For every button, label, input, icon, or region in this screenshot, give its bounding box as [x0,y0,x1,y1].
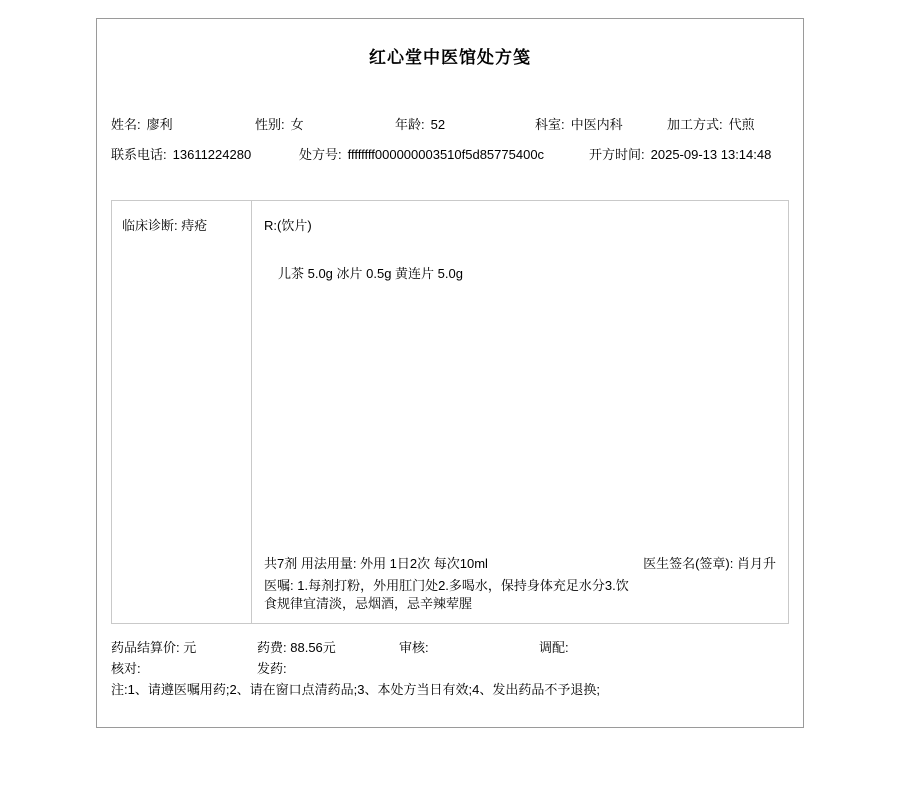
process-method-value: 代煎 [728,117,755,132]
field-phone [111,144,299,163]
drug-fee-value: 88.56元 [290,640,336,655]
settlement-note: 注:1、请遵医嘱用药;2、请在窗口点清药品;3、本处方当日有效;4、发出药品不予退换; [111,682,600,697]
field-prescribe-time [589,144,771,163]
doctor-signature-value: 肖月升 [736,556,776,571]
issue-label: 发药: [257,661,287,676]
prescription-blank-area [264,284,788,555]
settlement-row-2 [111,659,789,678]
dispense-label: 调配: [539,640,569,655]
doctor-signature-label: 医生签名(签章): [643,556,734,571]
doctor-advice-line-2: 食规律宜清淡，忌烟酒，忌辛辣荤腥 [264,596,473,611]
field-department [535,114,667,133]
phone-value: 13611224280 [172,147,252,162]
department-label: 科室: [535,117,565,132]
drug-fee-label: 药费: [257,640,287,655]
settlement-row-1 [111,638,789,657]
prescription-items: 儿茶 5.0g 冰片 0.5g 黄连片 5.0g [278,266,463,281]
field-name [111,114,255,133]
check-label: 核对: [111,661,141,676]
patient-info-row-2 [111,144,789,170]
review-label: 审核: [399,640,429,655]
drug-fee-field [257,638,399,657]
usage-text: 共7剂 用法用量: 外用 1日2次 每次10ml [264,556,488,571]
patient-info-row-1 [111,114,789,140]
page-title: 红心堂中医馆处方笺 [369,48,531,67]
diagnosis-label: 临床诊断: [122,218,178,233]
gender-label: 性别: [255,117,285,132]
field-gender [255,114,395,133]
diagnosis-value: 痔疮 [181,218,208,233]
gender-value: 女 [290,117,304,132]
field-process-method [667,114,755,133]
settlement-section [111,638,789,699]
prescription-document [96,18,804,728]
field-prescription-number [299,144,589,163]
department-value: 中医内科 [570,117,623,132]
age-value: 52 [430,117,446,132]
process-method-label: 加工方式: [667,117,723,132]
prescription-usage-row [264,555,788,573]
prescribe-time-label: 开方时间: [589,147,645,162]
doctor-signature [643,555,776,573]
prescribe-time-value: 2025-09-13 13:14:48 [650,147,772,162]
name-label: 姓名: [111,117,141,132]
doctor-advice [264,577,788,613]
patient-info-section [97,114,803,170]
field-age [395,114,535,133]
name-value: 廖利 [146,117,173,132]
diagnosis-column [112,201,252,623]
prescription-number-label: 处方号: [299,147,342,162]
phone-label: 联系电话: [111,147,167,162]
prescription-column [252,201,788,623]
settle-price-value: 元 [183,640,197,655]
prescription-footer [264,555,788,623]
prescription-number-value: ffffffff000000003510f5d85775400c [347,147,545,162]
doctor-advice-line-1: 医嘱: 1.每剂打粉，外用肛门处2.多喝水，保持身体充足水分3.饮 [264,578,629,593]
prescription-header: R:(饮片) [264,218,312,233]
prescription-body [111,200,789,624]
settle-price-label: 药品结算价: [111,640,180,655]
settle-price-field [111,638,257,657]
age-label: 年龄: [395,117,425,132]
